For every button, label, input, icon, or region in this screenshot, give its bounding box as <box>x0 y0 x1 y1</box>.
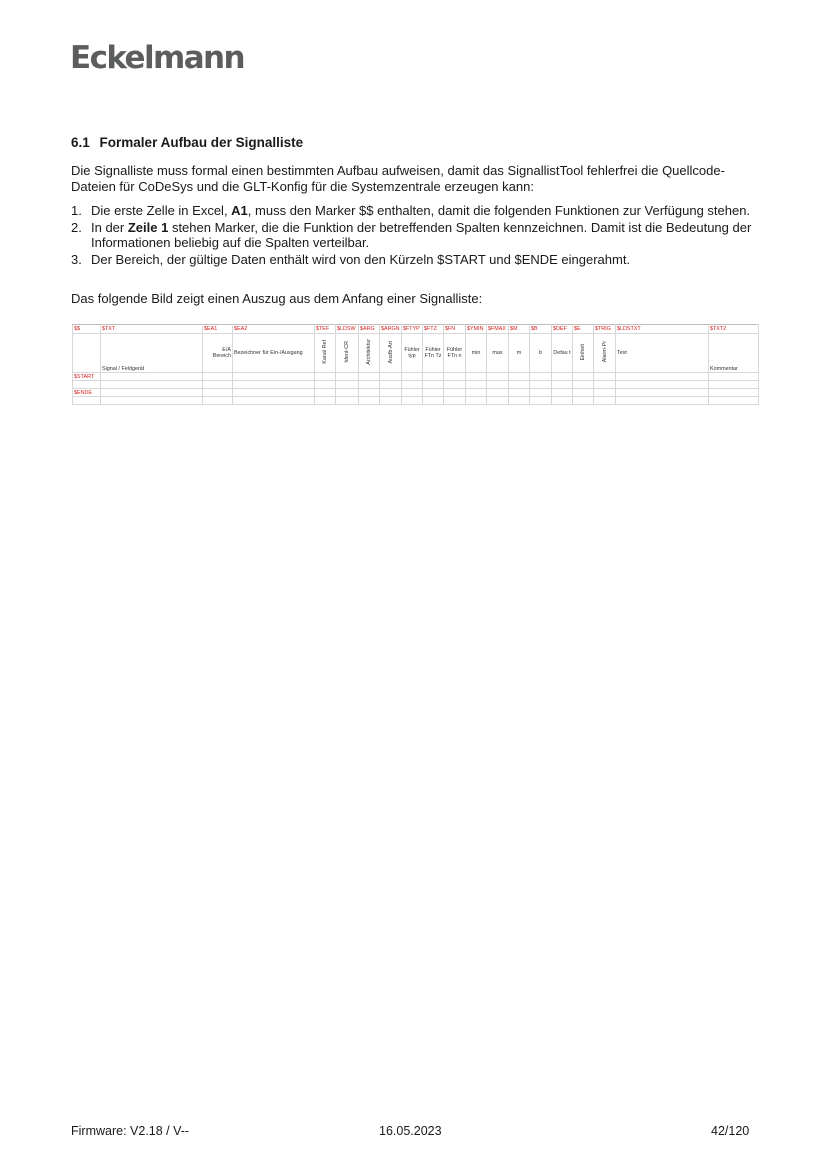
table-cell: $B <box>530 325 552 334</box>
table-cell: Kommentar <box>709 334 759 373</box>
table-cell: $LDSW <box>336 325 359 334</box>
table-cell: $FTZ <box>423 325 444 334</box>
list-item: 2. In der Zeile 1 stehen Marker, die die Funktion der betreffenden Spalten kennzeichnen. Damit ist die Bedeutung der Informationen beliebig auf die Spalten verteilbar. <box>71 219 752 250</box>
marker-row <box>73 325 759 334</box>
table-cell: m <box>509 334 530 373</box>
table-cell: $FMAX <box>487 325 509 334</box>
table-cell: $EA1 <box>203 325 233 334</box>
table-cell: b <box>530 334 552 373</box>
table-cell: Fühler FTn Tz <box>423 334 444 373</box>
footer-date: 16.05.2023 <box>379 1124 442 1138</box>
description-row <box>73 334 759 373</box>
table-cell: $YMIN <box>466 325 487 334</box>
table-cell: max <box>487 334 509 373</box>
figure-intro: Das folgende Bild zeigt einen Auszug aus dem Anfang einer Signalliste: <box>71 291 483 306</box>
table-row <box>73 381 759 389</box>
table-cell: $ARG <box>359 325 380 334</box>
eckelmann-logo: Eckelmann <box>70 40 244 76</box>
table-cell: $TEF <box>315 325 336 334</box>
table-cell: $ARGN <box>381 326 400 332</box>
table-cell: min <box>466 334 487 373</box>
table-cell <box>73 334 101 373</box>
table-cell: $LDSTXT <box>616 325 709 334</box>
requirements-list <box>71 203 761 268</box>
table-cell: $FTYP <box>402 325 423 334</box>
intro-paragraph: Die Signalliste muss formal einen bestimmten Aufbau aufweisen, damit das SignallistTool fehlerfrei die Quellcode-Dateien für CoDeSys und die GLT-Konfig für die Systemzentrale erzeugen kann: <box>71 163 725 194</box>
table-cell: $E <box>573 325 594 334</box>
table-cell: Fühler FTn n <box>444 334 466 373</box>
table-cell: Fühler typ <box>402 334 423 373</box>
table-cell <box>73 397 101 405</box>
table-cell: Alarm-Pr <box>594 334 616 373</box>
table-cell: Kanal Ref <box>315 334 336 373</box>
table-cell: Einheit <box>573 334 594 373</box>
table-cell: E/A Bereich <box>203 334 233 373</box>
table-cell: $TXT2 <box>709 325 759 334</box>
table-cell <box>73 381 101 389</box>
section-title: Formaler Aufbau der Signalliste <box>99 135 304 150</box>
section-number: 6.1 <box>71 135 90 150</box>
table-cell: $START <box>73 373 101 381</box>
table-cell: Signal / Feldgerät <box>101 334 203 373</box>
table-row <box>73 397 759 405</box>
footer-firmware: Firmware: V2.18 / V-- <box>71 1124 190 1138</box>
table-cell: Defau t <box>552 334 573 373</box>
table-cell: $DEF <box>552 325 573 334</box>
table-row <box>73 373 759 381</box>
section-heading <box>71 135 303 150</box>
table-cell: Architektur <box>359 334 380 373</box>
table-cell: $M <box>509 325 530 334</box>
table-cell: Ident-CR <box>336 334 359 373</box>
table-row <box>73 389 759 397</box>
table-cell: $FN <box>444 325 466 334</box>
table-cell: $ENDE <box>73 389 101 397</box>
table-cell: $TRIG <box>594 325 616 334</box>
table-cell: Text <box>616 334 709 373</box>
list-item: 3. Der Bereich, der gültige Daten enthält wird von den Kürzeln $START und $ENDE eingerahmt. <box>71 251 631 267</box>
table-cell: $EA2 <box>233 325 315 334</box>
table-cell: Bezeichner für Ein-/Ausgang <box>233 334 315 373</box>
footer-page-number: 42/120 <box>711 1124 750 1138</box>
table-cell: $TXT <box>101 325 203 334</box>
signal-list-excerpt <box>72 324 759 405</box>
table-cell: $$ <box>73 325 101 334</box>
table-cell: Ausfb-Art <box>380 334 402 373</box>
list-item: 1. Die erste Zelle in Excel, A1, muss den Marker $$ enthalten, damit die folgenden Funktionen zur Verfügung stehen. <box>71 203 751 218</box>
